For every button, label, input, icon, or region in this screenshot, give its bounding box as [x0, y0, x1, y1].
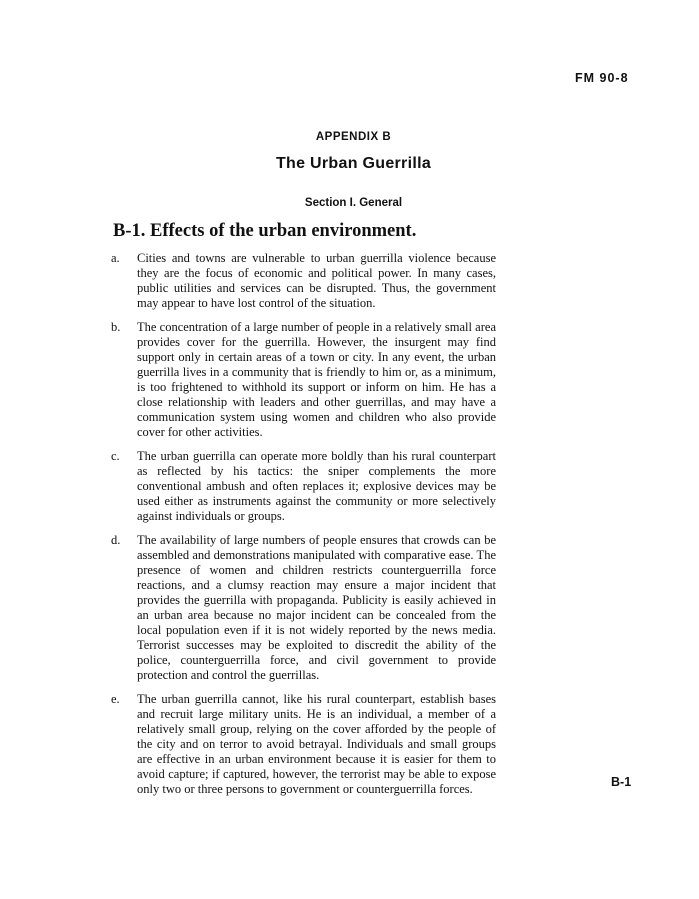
section-label: Section I. General: [304, 197, 403, 209]
item-list: [111, 251, 496, 806]
list-item-e: [111, 692, 496, 797]
item-letter: c.: [111, 449, 120, 463]
list-item-c: [111, 449, 496, 524]
item-letter: d.: [111, 533, 121, 547]
item-letter: a.: [111, 251, 120, 265]
list-item-b: [111, 320, 496, 440]
page-number: B-1: [611, 775, 632, 789]
item-letter: e.: [111, 692, 120, 706]
list-item-d: [111, 533, 496, 683]
item-text: The urban guerrilla cannot, like his rural counterpart, establish bases and recruit large military units. He is an individual, a member of a relatively small group, relying on the cover afforded by the people of the city and on terror to avoid betrayal. Individuals and small groups are effective in an urban environment because it is easier for them to avoid capture; if captured, however, the terrorist may be able to expose only two or three persons to government or counterguerrilla forces.: [137, 692, 496, 796]
document-code: FM 90-8: [575, 71, 629, 85]
item-text: Cities and towns are vulnerable to urban guerrilla violence because they are the focus of economic and political power. In many cases, public utilities and services can be disrupted. Thus, the government may appear to have lost control of the situation.: [137, 251, 496, 310]
item-letter: b.: [111, 320, 121, 334]
item-text: The availability of large numbers of people ensures that crowds can be assembled and demonstrations manipulated with comparative ease. The presence of women and children restricts counterguerrilla force reactions, and a clumsy reaction may ensure a major incident that provides the guerrilla with propaganda. Publicity is easily achieved in an urban area because no major incident can be concealed from the local population even if it is not widely reported by the news media. Terrorist successes may be exploited to discredit the ability of the police, counterguerrilla force, and civil government to provide protection and control the guerrillas.: [137, 533, 496, 682]
appendix-title: The Urban Guerrilla: [275, 155, 432, 172]
item-text: The concentration of a large number of people in a relatively small area provides cover for the guerrilla. However, the insurgent may find support only in certain areas of a town or city. In any event, the urban guerrilla lives in a community that is friendly to him or, as a minimum, is too frightened to withhold its support or inform on him. He has a close relationship with leaders and other guerrillas, and may have a communication system using women and children who also provide cover for other activities.: [137, 320, 496, 439]
item-text: The urban guerrilla can operate more boldly than his rural counterpart as reflected by his tactics: the sniper complements the more conventional ambush and often replaces it; explosive devices may be used either as instruments against the community or more selectively against individuals or groups.: [137, 449, 496, 523]
appendix-label: APPENDIX B: [315, 131, 392, 143]
list-item-a: [111, 251, 496, 311]
paragraph-heading: B-1. Effects of the urban environment.: [113, 221, 417, 241]
